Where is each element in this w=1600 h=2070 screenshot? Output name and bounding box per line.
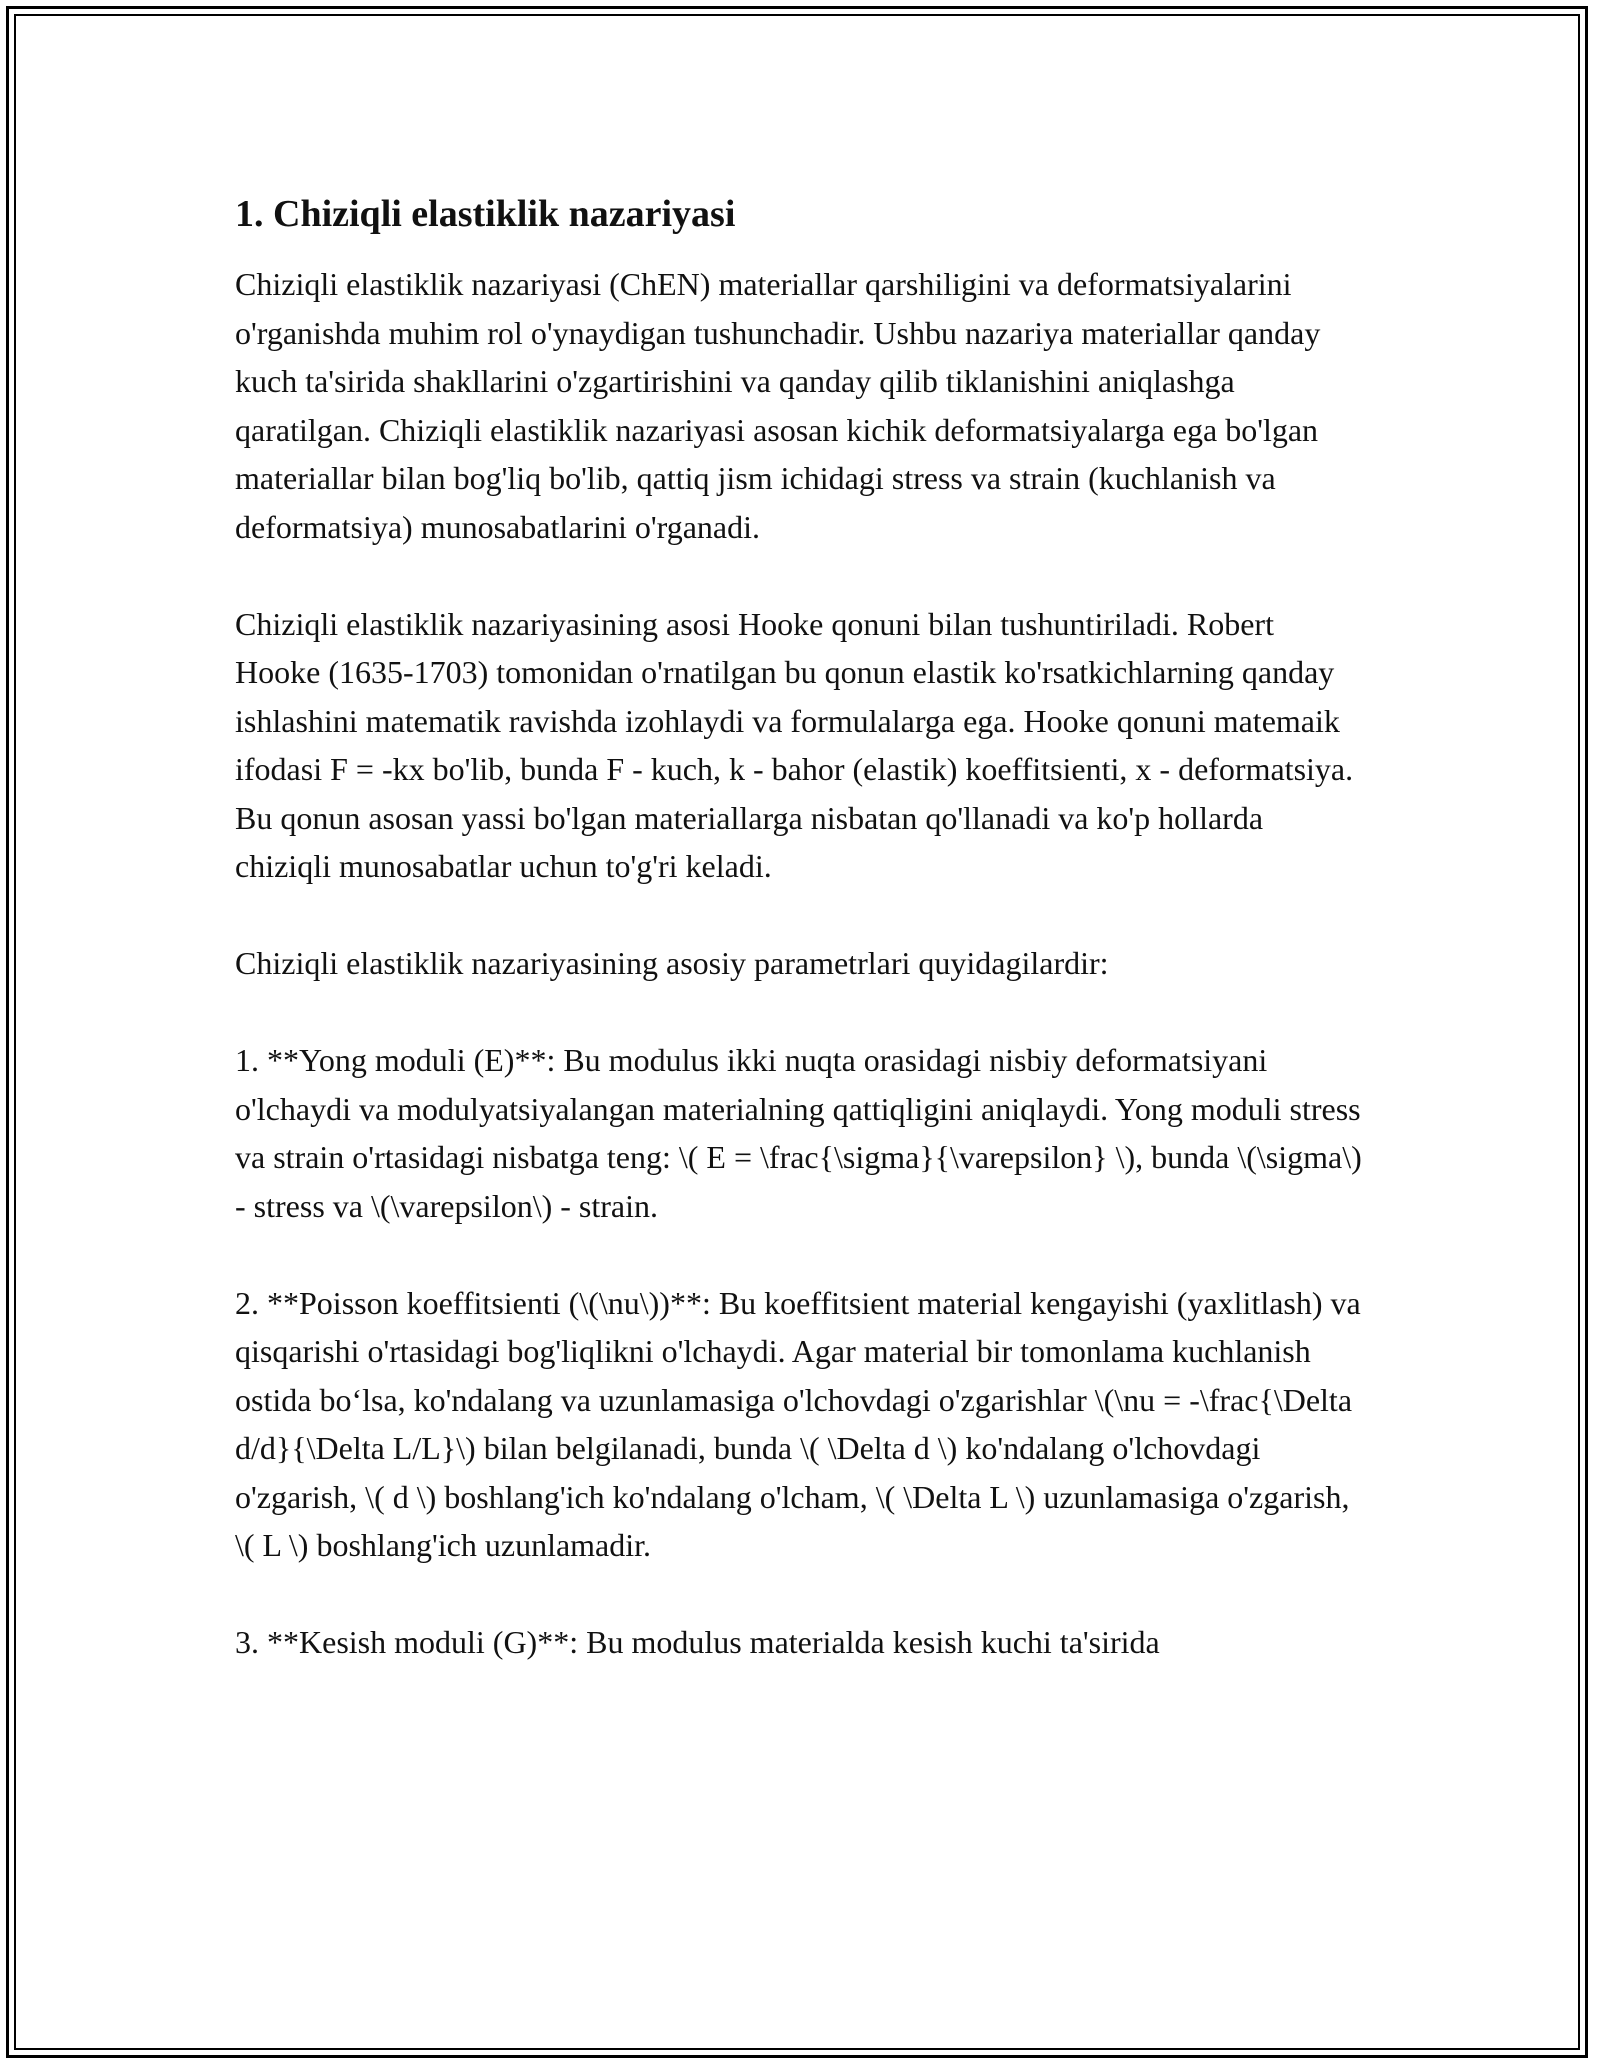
paragraph-hooke-law: Chiziqli elastiklik nazariyasining asosi Hooke qonuni bilan tushuntiriladi. Robert Hooke (1635-1703) tomonidan o'rnatilgan bu qonun elastik ko'rsatkichlarning qanday ishlashini matematik ravishda izohlaydi va formulalarga ega. Hooke qonuni matemaik ifodasi F = -kx bo'lib, bunda F - kuch, k - bahor (elastik) koeffitsienti, x - deformatsiya. Bu qonun asosan yassi bo'lgan materiallarga nisbatan qo'llanadi va ko'p hollarda chiziqli munosabatlar uchun to'g'ri keladi. xyxy=(235,605,1354,884)
paragraph-parameters-intro: Chiziqli elastiklik nazariyasining asosiy parametrlari quyidagilardir: xyxy=(235,945,1109,981)
paragraph-poisson-ratio: 2. **Poisson koeffitsienti (\(\nu\))**: Bu koeffitsient material kengayishi (yaxlitlash) va qisqarishi o'rtasidagi bog'liqlikni o'lchaydi. Agar material bir tomonlama kuchlanish ostida bo‘lsa, ko'ndalang va uzunlamasiga o'lchovdagi o'zgarishlar \(\nu = -\frac{\Delta d/d}{\Delta L/L}\) bilan belgilanadi, bunda \( \Delta d \) ko'ndalang o'lchovdagi o'zgarish, \( d \) boshlang'ich ko'ndalang o'lcham, \( \Delta L \) uzunlamasiga o'zgarish, \( L \) boshlang'ich uzunlamadir. xyxy=(235,1284,1361,1563)
page-title: 1. Chiziqli elastiklik nazariyasi xyxy=(235,193,736,235)
paragraph-intro: Chiziqli elastiklik nazariyasi (ChEN) materiallar qarshiligini va deformatsiyalarini o'rganishda muhim rol o'ynaydigan tushunchadir. Ushbu nazariya materiallar qanday kuch ta'sirida shakllarini o'zgartirishini va qanday qilib tiklanishini aniqlashga qaratilgan. Chiziqli elastiklik nazariyasi asosan kichik deformatsiyalarga ega bo'lgan materiallar bilan bog'liq bo'lib, qattiq jism ichidagi stress va strain (kuchlanish va deformatsiya) munosabatlarini o'rganadi. xyxy=(235,266,1321,545)
paragraph-young-modulus: 1. **Yong moduli (E)**: Bu modulus ikki nuqta orasidagi nisbiy deformatsiyani o'lchaydi va modulyatsiyalangan materialning qattiqligini aniqlaydi. Yong moduli stress va strain o'rtasidagi nisbatga teng: \( E = \frac{\sigma}{\varepsilon} \), bunda \(\sigma\) - stress va \(\varepsilon\) - strain. xyxy=(235,1042,1362,1224)
paragraph-shear-modulus: 3. **Kesish moduli (G)**: Bu modulus materialda kesish kuchi ta'sirida xyxy=(235,1624,1160,1660)
document-body xyxy=(235,188,1365,1715)
